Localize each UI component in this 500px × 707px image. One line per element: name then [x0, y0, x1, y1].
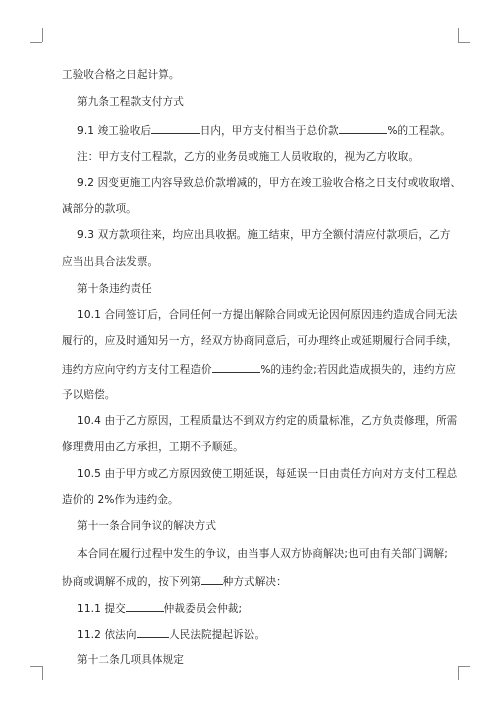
fill-in-blank	[212, 361, 261, 373]
document-line	[62, 440, 244, 454]
document-line	[77, 228, 451, 242]
line-text: 10.5 由于甲方或乙方原因致使工期延误，每延误一日由责任方向对方支付工程总	[77, 468, 458, 480]
document-line	[77, 653, 184, 667]
line-text: 9.3 双方款项往来，均应出具收据。施工结束，甲方全额付清应付款项后，乙方	[77, 229, 451, 241]
document-line	[77, 308, 457, 322]
line-text: 10.4 由于乙方原因，工程质量达不到双方约定的质量标准，乙方负责修理，所需	[77, 415, 458, 427]
line-text: 11.2 依法向	[77, 629, 137, 641]
line-text: 应当出具合法发票。	[62, 256, 159, 268]
line-text: 减部分的款项。	[62, 203, 137, 215]
line-text: 第十一条合同争议的解决方式	[77, 520, 217, 532]
document-line	[62, 68, 180, 82]
document-line	[77, 122, 451, 138]
fill-in-blank	[339, 122, 388, 134]
document-line	[77, 467, 457, 481]
line-text: 予以赔偿。	[62, 389, 116, 401]
line-text: 9.1 竣工验收后	[77, 125, 152, 137]
document-line	[77, 150, 419, 164]
line-text: 种方式解决：	[222, 576, 287, 588]
fill-in-blank	[137, 626, 169, 638]
line-text: 第九条工程款支付方式	[77, 96, 184, 108]
line-text: 工验收合格之日起计算。	[62, 69, 180, 81]
document-line	[77, 282, 152, 296]
document-line	[77, 414, 457, 428]
line-text: 协商或调解不成的，按下列第	[62, 576, 202, 588]
document-line	[62, 255, 158, 269]
document-line	[62, 361, 456, 377]
line-text: 第十二条几项具体规定	[77, 654, 184, 666]
line-text: 注：甲方支付工程款，乙方的业务员或施工人员收取的，视为乙方收取。	[77, 151, 420, 163]
document-line	[62, 493, 179, 507]
fill-in-blank	[126, 600, 164, 612]
line-text: 违约方应向守约方支付工程造价	[62, 364, 212, 376]
fill-in-blank	[151, 122, 200, 134]
document-line	[62, 334, 458, 348]
line-text: 9.2 因变更施工内容导致总价款增减的，甲方在竣工验收合格之日支付或收取增、	[77, 177, 462, 189]
document-line	[62, 202, 137, 216]
line-text: %的工程款。	[387, 125, 451, 137]
line-text: 造价的 2%作为违约金。	[62, 494, 179, 506]
document-line	[77, 547, 448, 561]
document-line	[77, 95, 184, 109]
line-text: 履行的，应及时通知另一方，经双方协商同意后，可办理终止或延期履行合同手续，	[62, 335, 458, 347]
line-text: 修理费用由乙方承担，工期不予顺延。	[62, 441, 244, 453]
line-text: 人民法院提起诉讼。	[168, 629, 266, 641]
line-text: 本合同在履行过程中发生的争议，由当事人双方协商解决;也可由有关部门调解;	[77, 548, 448, 560]
document-line	[62, 388, 115, 402]
fill-in-blank	[201, 573, 223, 585]
line-text: 11.1 提交	[77, 603, 126, 615]
line-text: 日内，甲方支付相当于总价款	[199, 125, 339, 137]
document-line	[77, 519, 216, 533]
document-line	[77, 176, 461, 190]
line-text: 仲裁委员会仲裁;	[163, 603, 243, 615]
document-line	[77, 600, 242, 616]
document-line	[62, 573, 287, 589]
document-line	[77, 626, 265, 642]
line-text: 10.1 合同签订后，合同任何一方提出解除合同或无论因何原因违约造成合同无法	[77, 309, 458, 321]
line-text: 第十条违约责任	[77, 283, 152, 295]
line-text: %的违约金;若因此造成损失的，违约方应	[260, 364, 456, 376]
